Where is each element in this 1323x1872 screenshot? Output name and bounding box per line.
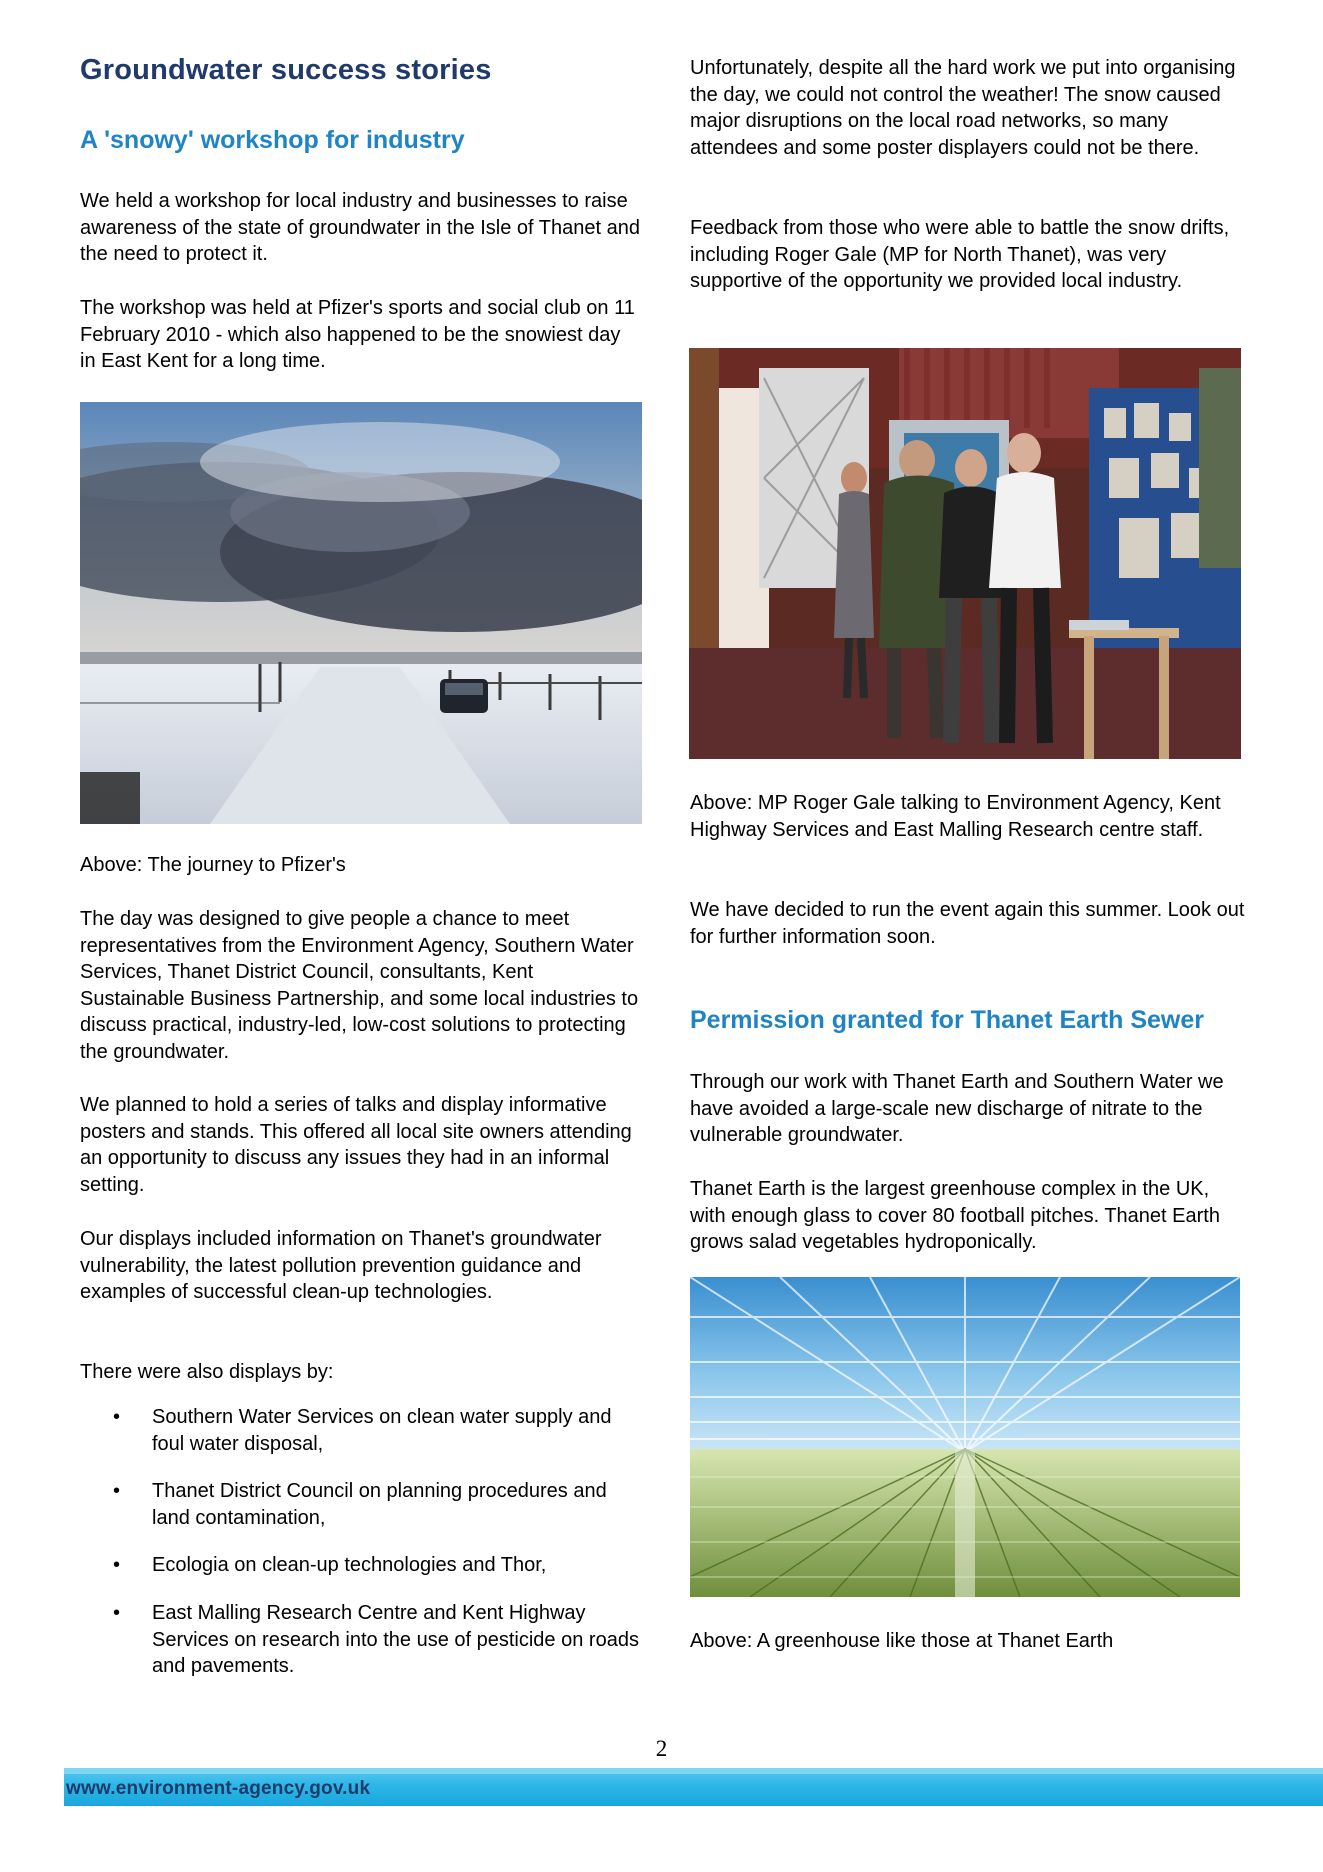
- list-item: • Southern Water Services on clean water supply and foul water disposal,: [113, 1406, 612, 1455]
- paragraph-displays-by: There were also displays by:: [80, 1361, 334, 1383]
- displays-list: [80, 1404, 640, 1701]
- workshop-image: [689, 348, 1241, 759]
- snowy-road-image: [80, 402, 642, 824]
- list-item: • East Malling Research Centre and Kent Highway Services on research into the use of pesticide on roads and pavements.: [113, 1601, 639, 1678]
- caption-roger-gale: Above: MP Roger Gale talking to Environment Agency, Kent Highway Services and East Malling Research centre staff.: [690, 792, 1221, 841]
- caption-journey: Above: The journey to Pfizer's: [80, 854, 346, 876]
- paragraph-talks: We planned to hold a series of talks and display informative posters and stands. This offered all local site owners attending an opportunity to discuss any issues they had in an informal setting.: [80, 1094, 632, 1196]
- photo-greenhouse: [690, 1277, 1240, 1597]
- paragraph-feedback: Feedback from those who were able to battle the snow drifts, including Roger Gale (MP for North Thanet), was very supportive of the opportunity we provided local industry.: [690, 217, 1230, 293]
- paragraph-thanet-work: Through our work with Thanet Earth and Southern Water we have avoided a large-scale new discharge of nitrate to the vulnerable groundwater.: [690, 1071, 1224, 1147]
- caption-greenhouse: Above: A greenhouse like those at Thanet Earth: [690, 1630, 1114, 1652]
- greenhouse-image: [690, 1277, 1240, 1597]
- paragraph-run-again: We have decided to run the event again this summer. Look out for further information soon.: [690, 899, 1245, 948]
- paragraph-weather: Unfortunately, despite all the hard work we put into organising the day, we could not control the weather! The snow caused major disruptions on the local road networks, so many attendees and some poster displayers could not be there.: [690, 57, 1236, 159]
- page-number: 2: [655, 1736, 668, 1761]
- section-heading-snowy-workshop: A 'snowy' workshop for industry: [80, 126, 465, 154]
- list-item: • Thanet District Council on planning procedures and land contamination,: [113, 1480, 607, 1529]
- paragraph-thanet-earth: Thanet Earth is the largest greenhouse complex in the UK, with enough glass to cover 80 football pitches. Thanet Earth grows salad vegetables hydroponically.: [690, 1178, 1220, 1254]
- section-heading-thanet-earth: Permission granted for Thanet Earth Sewer: [690, 1006, 1205, 1034]
- paragraph-venue: The workshop was held at Pfizer's sports and social club on 11 February 2010 - which also happened to be the snowiest day in East Kent for a long time.: [80, 297, 635, 373]
- photo-snowy-road: [80, 402, 642, 824]
- paragraph-displays: Our displays included information on Thanet's groundwater vulnerability, the latest pollution prevention guidance and examples of successful clean-up technologies.: [80, 1228, 602, 1304]
- footer-website-link[interactable]: www.environment-agency.gov.uk: [66, 1778, 371, 1799]
- photo-workshop: [689, 348, 1241, 759]
- page-title: Groundwater success stories: [80, 54, 492, 86]
- paragraph-intro: We held a workshop for local industry and businesses to raise awareness of the state of groundwater in the Isle of Thanet and the need to protect it.: [80, 190, 640, 266]
- list-item: • Ecologia on clean-up technologies and Thor,: [113, 1554, 547, 1577]
- paragraph-day-design: The day was designed to give people a chance to meet representatives from the Environment Agency, Southern Water Services, Thanet District Council, consultants, Kent Sustainable Business Partnership, and some local industries to discuss practical, industry-led, low-cost solutions to protecting the groundwater.: [80, 908, 639, 1063]
